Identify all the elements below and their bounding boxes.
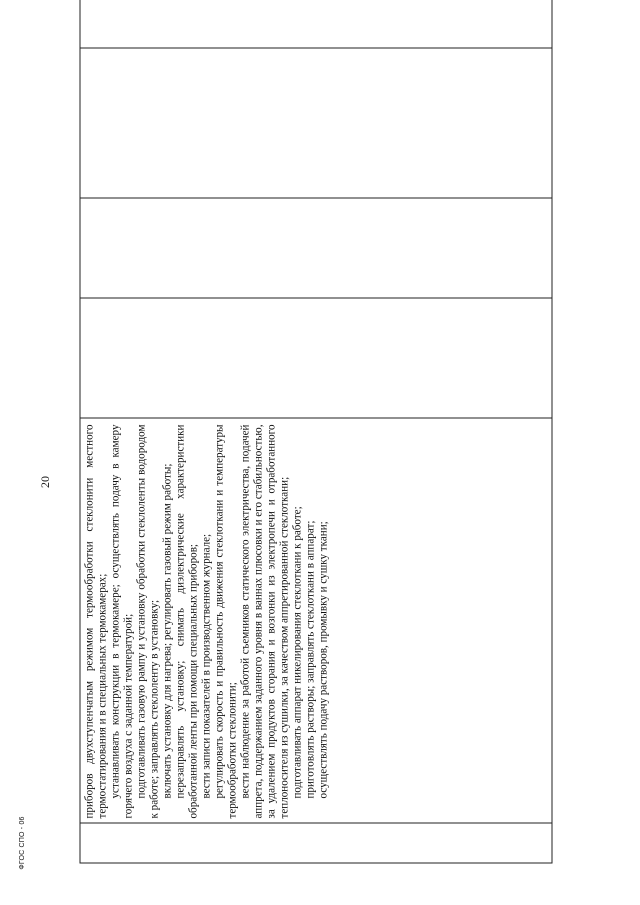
skill-paragraph: подготавливать газовую рампу и установку обработки стеклоленты водородом к работе; заправлять стеклоленту в установку; <box>135 424 161 819</box>
skill-paragraph: приготовлять растворы; заправлять стеклоткани в аппарат; <box>304 520 317 799</box>
skill-paragraph: вести наблюдение за работой съемников статического электричества, подачей аппрета, поддержанием заданного уровня в ваннах плюсовки и его стабильностью, за удалением продуктов сгорания и возгонки из электропечи и отработанного теплоносителя из сушилки, за качеством аппретированной стеклоткани; <box>239 424 291 819</box>
footer-standard-code: ФГОС СПО - 06 <box>19 816 26 870</box>
skill-paragraph: вести записи показателей в производственном журнале; <box>200 533 213 799</box>
skill-paragraph: перезаправлять установку; снимать диэлектрические характеристики обработанной ленты при помощи специальных приборов; <box>174 424 200 819</box>
skill-paragraph: приборов двухступенчатым режимом термообработки стеклонити местного термостатирования и в специальных термокамерах; <box>83 424 109 819</box>
table-cell-empty-5 <box>80 48 552 198</box>
skill-paragraph: подготавливать аппарат никелирования стеклоткани к работе; <box>291 506 304 799</box>
skill-paragraph: устанавливать конструкции в термокамере; осуществлять подачу в камеру горячего воздуха с заданной температурой; <box>109 424 135 819</box>
competency-table <box>80 34 553 864</box>
skill-paragraph: осуществлять подачу растворов, промывку и сушку ткани; <box>317 521 330 799</box>
table-cell-empty-4 <box>80 198 552 298</box>
table-cell-index <box>80 823 552 863</box>
table-cell-skills-text <box>80 418 552 823</box>
table-cell-empty-6 <box>80 0 552 48</box>
skill-paragraph: включать установку для нагрева; регулировать газовый режим работы; <box>161 463 174 799</box>
table-cell-empty-3 <box>80 298 552 418</box>
page-number: 20 <box>38 476 52 488</box>
skill-paragraph: регулировать скорость и правильность движения стеклоткани и температуры термообработки стеклонити; <box>213 424 239 819</box>
